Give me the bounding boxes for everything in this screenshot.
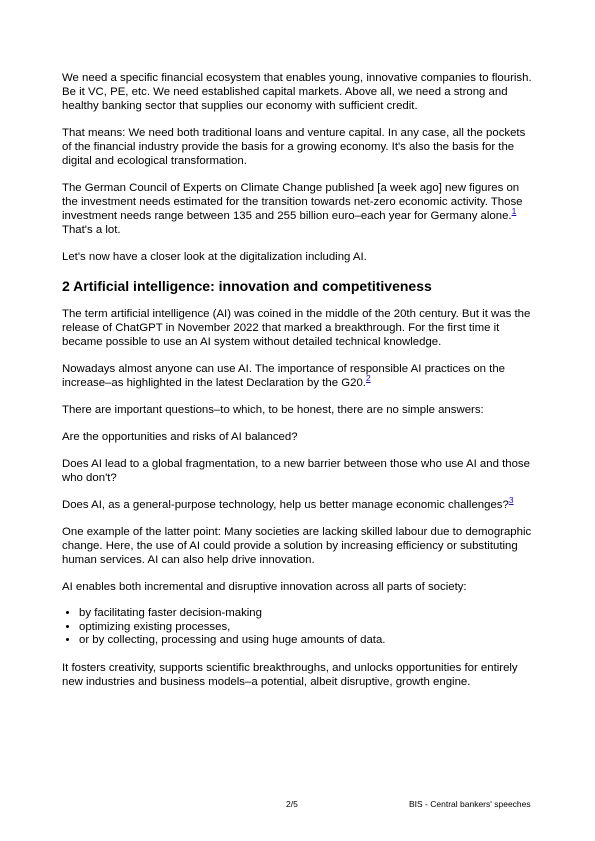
paragraph-loans: That means: We need both traditional loans and venture capital. In any case, all the pockets of the financial industry provide the basis for a growing economy. It's also the basis for the digital and ecological transformation. bbox=[62, 127, 526, 167]
footnote-ref-1 bbox=[512, 206, 517, 217]
paragraph-example: One example of the latter point: Many societies are lacking skilled labour due to demographic change. Here, the use of AI could provide a solution by increasing efficiency or substituting human services. AI can also help drive innovation. bbox=[62, 526, 532, 566]
paragraph-balanced: Are the opportunities and risks of AI balanced? bbox=[62, 431, 298, 443]
list-item: • or by collecting, processing and using huge amounts of data. bbox=[79, 634, 537, 648]
footnote-link-1[interactable]: 1 bbox=[511, 206, 517, 217]
paragraph-questions: There are important questions–to which, to be honest, there are no simple answers: bbox=[62, 404, 484, 416]
page-content bbox=[62, 71, 537, 702]
paragraph-general-purpose bbox=[62, 495, 537, 512]
paragraph-council-after: That's a lot. bbox=[62, 224, 121, 236]
paragraph-closer-look: Let's now have a closer look at the digitalization including AI. bbox=[62, 251, 367, 263]
paragraph-fosters: It fosters creativity, supports scientific breakthroughs, and unlocks opportunities for entirely new industries and business models–a potential, albeit disruptive, growth engine. bbox=[62, 661, 518, 688]
footnote-ref-3 bbox=[509, 495, 514, 506]
page-number: 2/5 bbox=[286, 799, 298, 809]
bullet-list bbox=[62, 607, 537, 648]
paragraph-ecosystem: We need a specific financial ecosystem that enables young, innovative companies to flourish. Be it VC, PE, etc. We need established capital markets. Above all, we need a strong and healthy banking sector that supplies our economy with sufficient credit. bbox=[62, 72, 532, 112]
footer-source: BIS - Central bankers' speeches bbox=[409, 799, 531, 809]
paragraph-enables: AI enables both incremental and disruptive innovation across all parts of society: bbox=[62, 581, 467, 593]
footnote-ref-2 bbox=[366, 373, 371, 384]
footnote-link-2[interactable]: 2 bbox=[365, 373, 371, 384]
footnote-link-3[interactable]: 3 bbox=[508, 495, 514, 506]
paragraph-coined: The term artificial intelligence (AI) was coined in the middle of the 20th century. But it was the release of ChatGPT in November 2022 that marked a breakthrough. For the first time it became possible to use an AI system without detailed technical knowledge. bbox=[62, 308, 531, 348]
paragraph-fragmentation: Does AI lead to a global fragmentation, to a new barrier between those who use AI and those who don't? bbox=[62, 458, 530, 484]
paragraph-nowadays-text: Nowadays almost anyone can use AI. The importance of responsible AI practices on the increase–as highlighted in the latest Declaration by the G20. bbox=[62, 363, 506, 389]
list-item: • optimizing existing processes, bbox=[79, 621, 537, 635]
paragraph-council bbox=[62, 181, 537, 237]
section-heading: 2 Artificial intelligence: innovation and competitiveness bbox=[62, 278, 432, 294]
paragraph-nowadays bbox=[62, 362, 537, 390]
paragraph-general-purpose-text: Does AI, as a general-purpose technology, help us better manage economic challenges? bbox=[62, 499, 509, 511]
list-item: • by facilitating faster decision-making bbox=[79, 607, 537, 621]
paragraph-council-text: The German Council of Experts on Climate Change published [a week ago] new figures on the investment needs estimated for the transition towards net-zero economic activity. Those investment needs range between 135 and 255 billion euro–each year for Germany alone. bbox=[62, 182, 523, 222]
page-footer bbox=[0, 799, 595, 813]
